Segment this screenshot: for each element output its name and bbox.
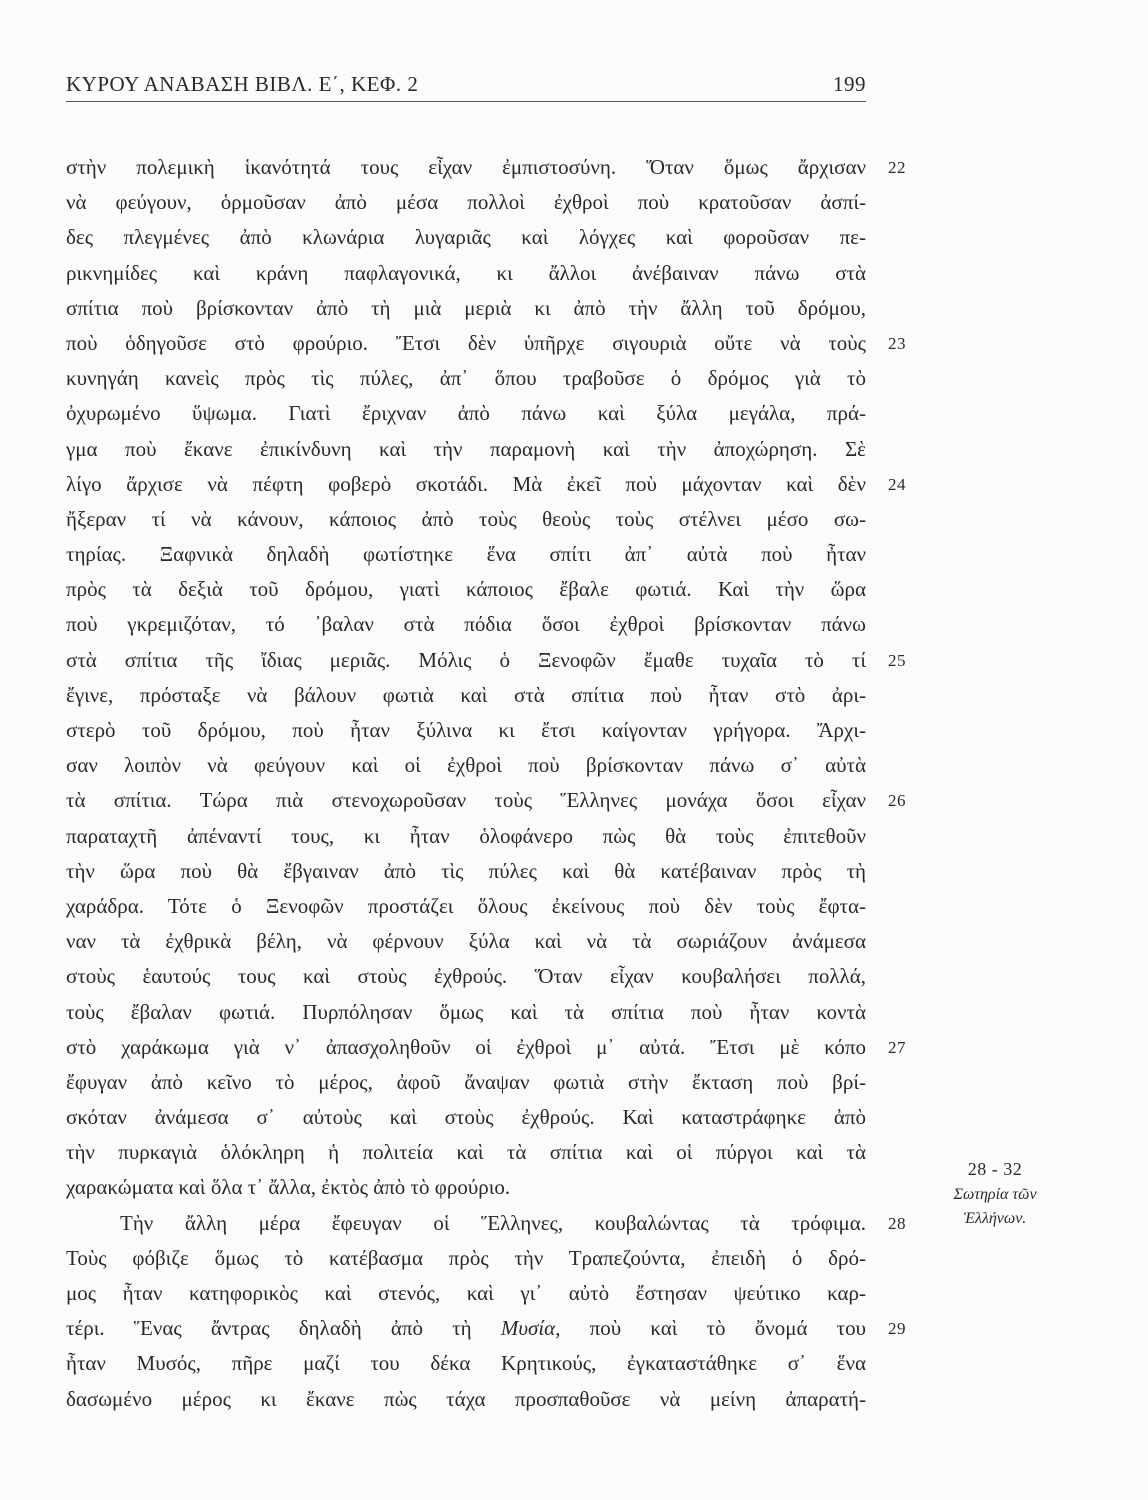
text-line <box>66 220 866 255</box>
line-text: τὰ σπίτια. Τώρα πιὰ στενοχωροῦσαν τοὺς Ἕλληνες μονάχα ὅσοι εἶχαν <box>66 788 866 813</box>
text-line <box>66 889 866 924</box>
line-text: χαράδρα. Τότε ὁ Ξενοφῶν προστάζει ὅλους ἐκείνους ποὺ δὲν τοὺς ἔφτα- <box>66 893 866 918</box>
line-text: πρὸς τὰ δεξιὰ τοῦ δρόμου, γιατὶ κάποιος ἔβαλε φωτιά. Καὶ τὴν ὥρα <box>66 577 866 602</box>
text-line <box>66 924 866 959</box>
text-line <box>66 995 866 1030</box>
text-line <box>66 291 866 326</box>
text-line <box>66 959 866 994</box>
section-number: 27 <box>888 1037 906 1057</box>
running-header <box>66 72 866 98</box>
main-text <box>66 150 906 1417</box>
text-line <box>66 678 866 713</box>
text-line <box>66 1382 866 1417</box>
text-line <box>66 713 866 748</box>
line-text: δασωμένο μέρος κι ἔκανε πὼς τάχα προσπαθοῦσε νὰ μείνη ἀπαρατή- <box>66 1386 866 1411</box>
text-line <box>66 748 866 783</box>
section-number: 29 <box>888 1319 906 1339</box>
page-number: 199 <box>833 72 866 96</box>
line-text: σκόταν ἀνάμεσα σ᾿ αὐτοὺς καὶ στοὺς ἐχθρούς. Καὶ καταστράφηκε ἀπὸ <box>66 1105 866 1130</box>
line-text: Τὴν ἄλλη μέρα ἔφευγαν οἱ Ἕλληνες, κουβαλώντας τὰ τρόφιμα. <box>120 1210 866 1235</box>
section-number: 25 <box>888 650 906 670</box>
line-text: στοὺς ἑαυτούς τους καὶ στοὺς ἐχθρούς. Ὅταν εἶχαν κουβαλήσει πολλά, <box>66 964 866 989</box>
text-line <box>66 502 866 537</box>
italic-place-name: Μυσία <box>500 1316 556 1341</box>
text-line <box>66 854 866 889</box>
side-note <box>930 1155 1060 1231</box>
header-rule <box>66 101 866 102</box>
text-line <box>66 396 866 431</box>
line-text: ἔγινε, πρόσταξε νὰ βάλουν φωτιὰ καὶ στὰ σπίτια ποὺ ἦταν στὸ ἀρι- <box>66 682 866 707</box>
line-text: μος ἦταν κατηφορικὸς καὶ στενός, καὶ γι᾿ αὐτὸ ἔστησαν ψεύτικο καρ- <box>66 1281 866 1305</box>
text-line <box>66 1135 866 1170</box>
line-text: ἦταν Μυσός, πῆρε μαζί του δέκα Κρητικούς, ἐγκαταστάθηκε σ᾿ ἕνα <box>66 1351 866 1376</box>
text-line <box>66 256 866 291</box>
line-text: τὴν ὥρα ποὺ θὰ ἔβγαιναν ἀπὸ τὶς πύλες καὶ θὰ κατέβαιναν πρὸς τὴ <box>66 858 866 883</box>
text-line <box>66 150 906 185</box>
line-text: ναν τὰ ἐχθρικὰ βέλη, νὰ φέρνουν ξύλα καὶ νὰ τὰ σωριάζουν ἀνάμεσα <box>66 929 866 954</box>
text-segment: τέρι. Ἕνας ἄντρας δηλαδὴ ἀπὸ τὴ <box>66 1316 501 1341</box>
line-text: ὀχυρωμένο ὕψωμα. Γιατὶ ἔριχναν ἀπὸ πάνω καὶ ξύλα μεγάλα, πρά- <box>66 401 866 426</box>
text-line <box>66 326 906 361</box>
line-text: χαρακώματα καὶ ὅλα τ᾿ ἄλλα, ἐκτὸς ἀπὸ τὸ φρούριο. <box>66 1175 511 1200</box>
section-number: 24 <box>888 474 906 494</box>
section-number: 26 <box>888 791 906 811</box>
text-line <box>66 819 866 854</box>
text-line <box>66 1065 866 1100</box>
text-line <box>66 185 866 220</box>
text-segment: , ποὺ καὶ τὸ ὄνομά του <box>555 1316 866 1341</box>
line-text: στὴν πολεμικὴ ἱκανότητά τους εἶχαν ἐμπιστοσύνη. Ὅταν ὅμως ἄρχισαν <box>66 155 866 179</box>
line-text: τοὺς ἔβαλαν φωτιά. Πυρπόλησαν ὅμως καὶ τὰ σπίτια ποὺ ἦταν κοντὰ <box>66 999 866 1024</box>
text-line <box>66 361 866 396</box>
text-line <box>66 607 866 642</box>
text-line <box>66 1346 866 1381</box>
line-text: ἤξεραν τί νὰ κάνουν, κάποιος ἀπὸ τοὺς θεοὺς τοὺς στέλνει μέσο σω- <box>66 506 866 531</box>
line-text: ποὺ ὁδηγοῦσε στὸ φρούριο. Ἔτσι δὲν ὑπῆρχε σιγουριὰ οὔτε νὰ τοὺς <box>66 330 866 355</box>
text-line <box>66 537 866 572</box>
running-title: ΚΥΡΟΥ ΑΝΑΒΑΣΗ ΒΙΒΛ. Ε΄, ΚΕΦ. 2 <box>66 72 419 96</box>
line-text: ποὺ γκρεμιζόταν, τό ᾿βαλαν στὰ πόδια ὅσοι ἐχθροὶ βρίσκονταν πάνω <box>66 612 866 637</box>
text-line <box>66 643 906 678</box>
text-line <box>66 467 906 502</box>
line-text: λίγο ἄρχισε νὰ πέφτη φοβερὸ σκοτάδι. Μὰ ἐκεῖ ποὺ μάχονταν καὶ δὲν <box>66 471 866 496</box>
line-text: Τοὺς φόβιζε ὅμως τὸ κατέβασμα πρὸς τὴν Τραπεζούντα, ἐπειδὴ ὁ δρό- <box>66 1245 866 1270</box>
section-number: 23 <box>888 333 906 353</box>
text-line <box>66 432 866 467</box>
line-text: παραταχτῆ ἀπέναντί τους, κι ἦταν ὁλοφάνερο πὼς θὰ τοὺς ἐπιτεθοῦν <box>66 823 866 848</box>
text-line <box>66 572 866 607</box>
text-line <box>66 1030 906 1065</box>
line-text: σπίτια ποὺ βρίσκονταν ἀπὸ τὴ μιὰ μεριὰ κι ἀπὸ τὴν ἄλλη τοῦ δρόμου, <box>66 295 866 320</box>
line-text: νὰ φεύγουν, ὁρμοῦσαν ἀπὸ μέσα πολλοὶ ἐχθροὶ ποὺ κρατοῦσαν ἀσπί- <box>66 190 866 215</box>
line-text: τὴν πυρκαγιὰ ὁλόκληρη ἡ πολιτεία καὶ τὰ σπίτια καὶ οἱ πύργοι καὶ τὰ <box>66 1140 866 1165</box>
line-text: ρικνημίδες καὶ κράνη παφλαγονικά, κι ἄλλοι ἀνέβαιναν πάνω στὰ <box>66 260 866 285</box>
line-text: δες πλεγμένες ἀπὸ κλωνάρια λυγαριᾶς καὶ λόγχες καὶ φοροῦσαν πε- <box>66 225 866 250</box>
text-line <box>66 1170 866 1205</box>
line-text: κυνηγάη κανεὶς πρὸς τὶς πύλες, ἀπ᾿ ὅπου τραβοῦσε ὁ δρόμος γιὰ τὸ <box>66 366 866 391</box>
text-line <box>66 1100 866 1135</box>
line-text: στὰ σπίτια τῆς ἴδιας μεριᾶς. Μόλις ὁ Ξενοφῶν ἔμαθε τυχαῖα τὸ τί <box>66 647 866 672</box>
text-line <box>66 783 906 818</box>
side-note-line-2: Ἑλλήνων. <box>963 1210 1027 1227</box>
line-text: σαν λοιπὸν νὰ φεύγουν καὶ οἱ ἐχθροὶ ποὺ βρίσκονταν πάνω σ᾿ αὐτὰ <box>66 753 866 778</box>
line-text: στερὸ τοῦ δρόμου, ποὺ ἦταν ξύλινα κι ἔτσι καίγονταν γρήγορα. Ἄρχι- <box>66 718 866 742</box>
text-line <box>66 1241 866 1276</box>
text-line <box>66 1276 866 1311</box>
line-text: τηρίας. Ξαφνικὰ δηλαδὴ φωτίστηκε ἕνα σπίτι ἀπ᾿ αὐτὰ ποὺ ἦταν <box>66 542 866 567</box>
line-text: στὸ χαράκωμα γιὰ ν᾿ ἀπασχοληθοῦν οἱ ἐχθροὶ μ᾿ αὐτά. Ἔτσι μὲ κόπο <box>66 1034 866 1059</box>
side-note-line-1: Σωτηρία τῶν <box>953 1186 1037 1203</box>
line-text: ἔφυγαν ἀπὸ κεῖνο τὸ μέρος, ἀφοῦ ἄναψαν φωτιὰ στὴν ἔκταση ποὺ βρί- <box>66 1069 866 1094</box>
section-number: 28 <box>888 1213 906 1233</box>
section-number: 22 <box>888 158 906 177</box>
side-note-range: 28 - 32 <box>967 1159 1023 1179</box>
line-text: γμα ποὺ ἔκανε ἐπικίνδυνη καὶ τὴν παραμονὴ καὶ τὴν ἀποχώρηση. Σὲ <box>66 436 866 461</box>
text-line <box>66 1206 906 1241</box>
text-line <box>66 1311 906 1346</box>
